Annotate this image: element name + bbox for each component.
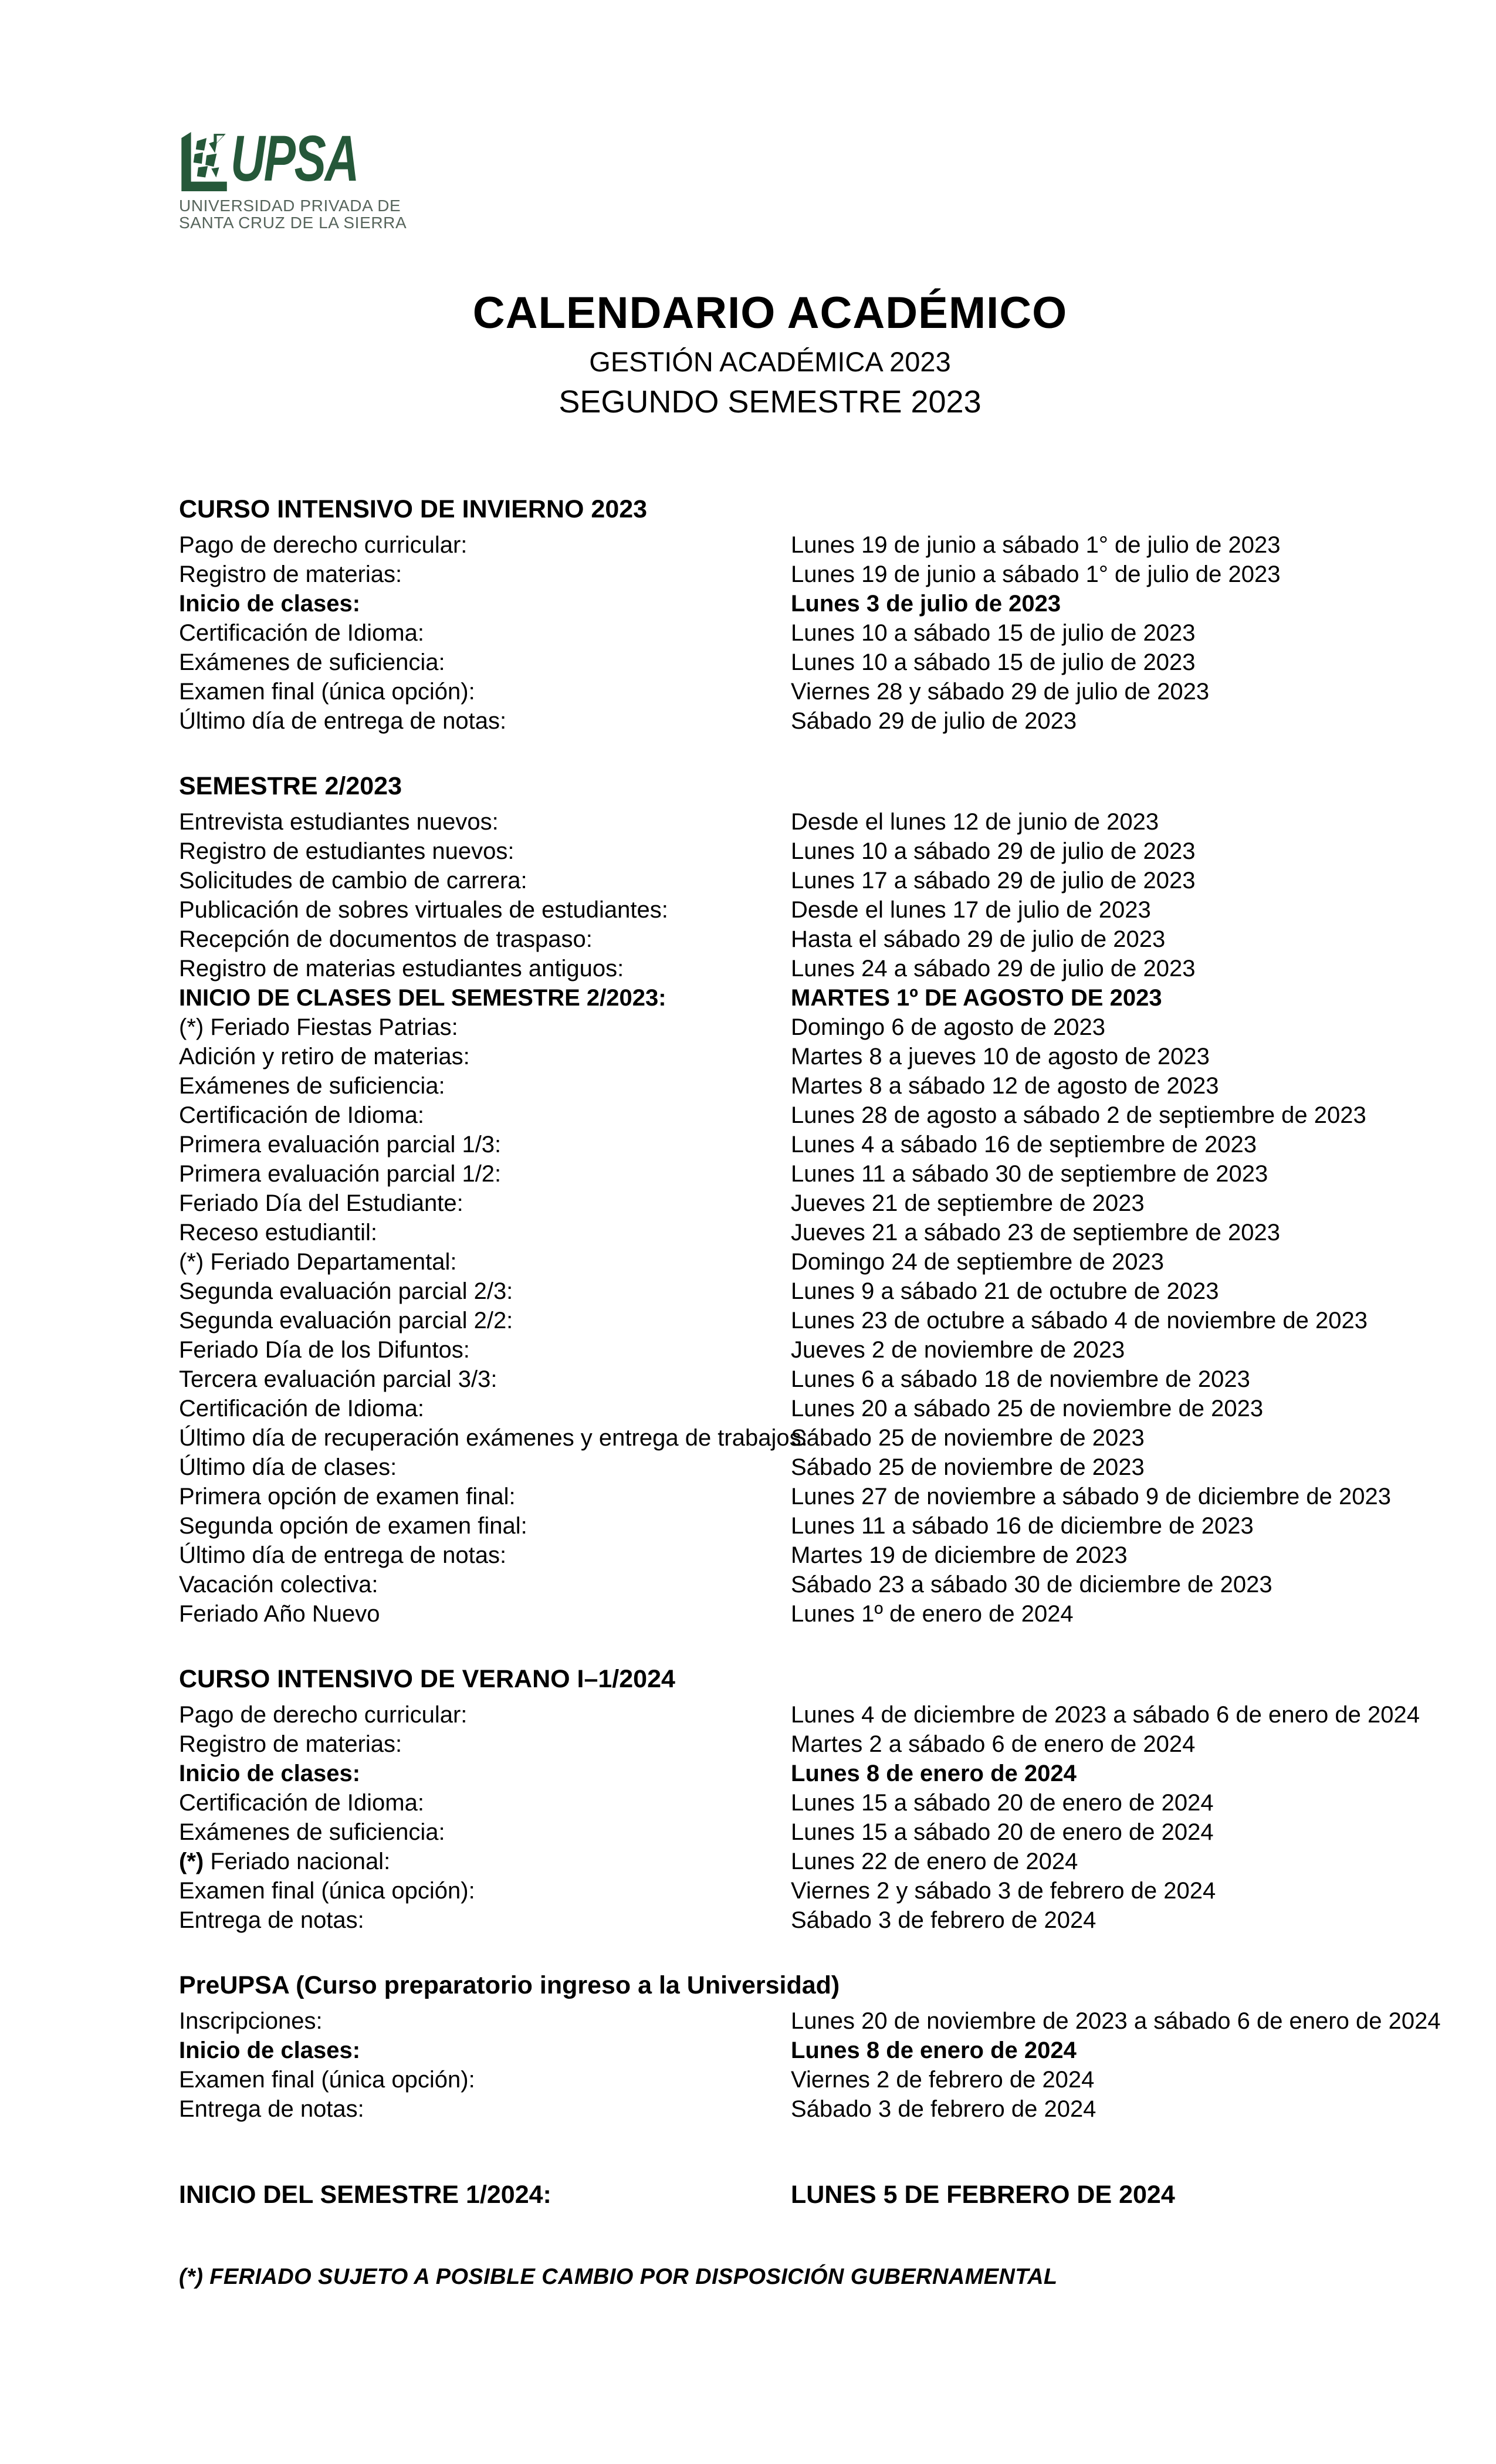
row-value: Sábado 25 de noviembre de 2023	[791, 1454, 1145, 1480]
calendar-row	[179, 1817, 1361, 1847]
row-label-text: Feriado nacional:	[210, 1849, 391, 1874]
row-value: Lunes 8 de enero de 2024	[791, 1761, 1077, 1786]
row-value: Martes 19 de diciembre de 2023	[791, 1542, 1128, 1568]
calendar-row	[179, 706, 1361, 736]
row-value: Sábado 29 de julio de 2023	[791, 708, 1077, 734]
calendar-row	[179, 2094, 1361, 2124]
row-value: Sábado 23 a sábado 30 de diciembre de 2023	[791, 1572, 1272, 1597]
row-label: Tercera evaluación parcial 3/3:	[179, 1366, 497, 1392]
calendar-row	[179, 1365, 1361, 1394]
calendar-row	[179, 1277, 1361, 1306]
row-label-prefix: (*)	[179, 1849, 211, 1874]
calendar-row	[179, 807, 1361, 837]
row-value: Lunes 11 a sábado 16 de diciembre de 2023	[791, 1513, 1254, 1539]
row-value: Domingo 6 de agosto de 2023	[791, 1014, 1105, 1040]
calendar-row	[179, 1700, 1420, 1729]
calendar-row	[179, 954, 1361, 983]
calendar-row	[179, 560, 1361, 589]
calendar-section	[179, 1664, 1420, 1935]
row-value: Lunes 6 a sábado 18 de noviembre de 2023	[791, 1366, 1250, 1392]
row-label: Feriado Año Nuevo	[179, 1601, 380, 1627]
calendar-row	[179, 648, 1361, 677]
row-value: Lunes 10 a sábado 29 de julio de 2023	[791, 838, 1196, 864]
row-label: Solicitudes de cambio de carrera:	[179, 868, 527, 893]
calendar-row	[179, 618, 1361, 648]
row-label: INICIO DEL SEMESTRE 1/2024:	[179, 2181, 551, 2209]
row-label: Entrevista estudiantes nuevos:	[179, 809, 499, 835]
row-label: Entrega de notas:	[179, 2096, 364, 2122]
upsa-logo-mark-icon	[179, 130, 227, 192]
row-label: Último día de recuperación exámenes y entrega de trabajos:	[179, 1425, 808, 1451]
row-label: Inicio de clases:	[179, 591, 361, 617]
upsa-logo-acronym: UPSA	[231, 123, 358, 195]
row-value: Lunes 23 de octubre a sábado 4 de noviembre de 2023	[791, 1308, 1368, 1333]
calendar-row	[179, 2006, 1441, 2036]
row-label: Pago de derecho curricular:	[179, 1702, 468, 1728]
calendar-row	[179, 1905, 1361, 1935]
calendar-body	[179, 494, 1441, 2209]
row-value: Lunes 3 de julio de 2023	[791, 591, 1061, 617]
row-value: Jueves 21 de septiembre de 2023	[791, 1190, 1145, 1216]
calendar-row	[179, 2065, 1361, 2094]
row-value: MARTES 1º DE AGOSTO DE 2023	[791, 985, 1162, 1011]
university-name-line1: UNIVERSIDAD PRIVADA DE	[179, 197, 401, 215]
row-value: Lunes 11 a sábado 30 de septiembre de 2023	[791, 1161, 1268, 1187]
row-label: (*) Feriado Departamental:	[179, 1249, 457, 1275]
section-heading: PreUPSA (Curso preparatorio ingreso a la Universidad)	[179, 1971, 840, 1999]
row-value: Desde el lunes 12 de junio de 2023	[791, 809, 1159, 835]
row-label: Feriado Día del Estudiante:	[179, 1190, 463, 1216]
row-value: Lunes 9 a sábado 21 de octubre de 2023	[791, 1278, 1219, 1304]
row-value: Lunes 22 de enero de 2024	[791, 1849, 1078, 1874]
calendar-row	[179, 1394, 1361, 1423]
row-label: Pago de derecho curricular:	[179, 532, 468, 558]
row-label: Segunda evaluación parcial 2/3:	[179, 1278, 513, 1304]
calendar-row	[179, 1306, 1368, 1335]
row-label: Último día de entrega de notas:	[179, 708, 507, 734]
row-value: Sábado 25 de noviembre de 2023	[791, 1425, 1145, 1451]
row-value: Lunes 24 a sábado 29 de julio de 2023	[791, 956, 1196, 981]
calendar-row	[179, 1247, 1361, 1277]
calendar-row	[179, 1570, 1361, 1599]
row-label: Registro de materias:	[179, 561, 402, 587]
row-value: Lunes 4 a sábado 16 de septiembre de 2023	[791, 1132, 1257, 1157]
row-value: Lunes 28 de agosto a sábado 2 de septiembre de 2023	[791, 1102, 1366, 1128]
row-value: Lunes 20 a sábado 25 de noviembre de 2023	[791, 1396, 1264, 1421]
row-label: Segunda evaluación parcial 2/2:	[179, 1308, 513, 1333]
row-value: Viernes 28 y sábado 29 de julio de 2023	[791, 679, 1210, 705]
calendar-row	[179, 1071, 1361, 1101]
row-value: Jueves 21 a sábado 23 de septiembre de 2023	[791, 1220, 1280, 1245]
row-label: Examen final (única opción):	[179, 1878, 475, 1904]
row-value: Sábado 3 de febrero de 2024	[791, 1907, 1096, 1933]
calendar-row	[179, 589, 1361, 618]
page-semester: SEGUNDO SEMESTRE 2023	[559, 384, 981, 419]
row-label: Registro de materias:	[179, 1731, 402, 1757]
row-label: Vacación colectiva:	[179, 1572, 378, 1597]
calendar-section	[179, 771, 1391, 1629]
calendar-section	[179, 1970, 1441, 2124]
row-value: Lunes 4 de diciembre de 2023 a sábado 6 de enero de 2024	[791, 1702, 1420, 1728]
row-label: Exámenes de suficiencia:	[179, 649, 445, 675]
row-value: Lunes 15 a sábado 20 de enero de 2024	[791, 1790, 1214, 1816]
row-value: Lunes 19 de junio a sábado 1° de julio de 2023	[791, 532, 1281, 558]
row-label: Último día de clases:	[179, 1454, 397, 1480]
section-heading: CURSO INTENSIVO DE VERANO I–1/2024	[179, 1665, 675, 1693]
page-title: CALENDARIO ACADÉMICO	[472, 288, 1068, 338]
calendar-row	[179, 837, 1361, 866]
row-value: Domingo 24 de septiembre de 2023	[791, 1249, 1164, 1275]
row-value: Lunes 17 a sábado 29 de julio de 2023	[791, 868, 1196, 893]
row-value: Lunes 19 de junio a sábado 1° de julio de 2023	[791, 561, 1281, 587]
calendar-row	[179, 1189, 1361, 1218]
row-label: Primera opción de examen final:	[179, 1484, 516, 1509]
upsa-logo	[179, 123, 590, 232]
calendar-row	[179, 1453, 1361, 1482]
row-label: Certificación de Idioma:	[179, 1790, 424, 1816]
row-label: Segunda opción de examen final:	[179, 1513, 527, 1539]
row-label	[179, 1847, 791, 1876]
row-label: Adición y retiro de materias:	[179, 1044, 470, 1069]
calendar-row	[179, 1335, 1361, 1365]
row-value: Lunes 20 de noviembre de 2023 a sábado 6 de enero de 2024	[791, 2008, 1441, 2034]
calendar-row	[179, 1599, 1361, 1629]
row-label: Inicio de clases:	[179, 2037, 361, 2063]
row-label: Entrega de notas:	[179, 1907, 364, 1933]
calendar-row	[179, 1876, 1361, 1905]
row-value: Viernes 2 de febrero de 2024	[791, 2067, 1095, 2093]
row-value: Jueves 2 de noviembre de 2023	[791, 1337, 1125, 1363]
calendar-row	[179, 1788, 1361, 1817]
calendar-row	[179, 1759, 1361, 1788]
calendar-row	[179, 1042, 1361, 1071]
row-label: Inicio de clases:	[179, 1761, 361, 1786]
calendar-row	[179, 1729, 1361, 1759]
title-block	[179, 287, 1361, 420]
section-heading: SEMESTRE 2/2023	[179, 772, 402, 800]
row-value: Lunes 27 de noviembre a sábado 9 de diciembre de 2023	[791, 1484, 1391, 1509]
row-label: Exámenes de suficiencia:	[179, 1073, 445, 1099]
row-label: Certificación de Idioma:	[179, 620, 424, 646]
row-label: Receso estudiantil:	[179, 1220, 377, 1245]
row-value: Lunes 10 a sábado 15 de julio de 2023	[791, 649, 1196, 675]
calendar-row	[179, 925, 1361, 954]
row-value: Sábado 3 de febrero de 2024	[791, 2096, 1096, 2122]
university-name	[179, 197, 590, 231]
row-value: Martes 2 a sábado 6 de enero de 2024	[791, 1731, 1196, 1757]
calendar-row	[179, 1159, 1361, 1189]
page-subtitle: GESTIÓN ACADÉMICA 2023	[589, 346, 951, 377]
calendar-row	[179, 1218, 1361, 1247]
row-label: INICIO DE CLASES DEL SEMESTRE 2/2023:	[179, 985, 666, 1011]
row-value: Viernes 2 y sábado 3 de febrero de 2024	[791, 1878, 1216, 1904]
calendar-section	[179, 494, 1361, 736]
row-value: Lunes 8 de enero de 2024	[791, 2037, 1077, 2063]
calendar-row	[179, 1423, 1361, 1453]
row-value: LUNES 5 DE FEBRERO DE 2024	[791, 2181, 1175, 2209]
row-label: Publicación de sobres virtuales de estudiantes:	[179, 897, 668, 923]
calendar-row	[179, 1101, 1366, 1130]
calendar-row	[179, 983, 1361, 1013]
holiday-disclaimer-note: (*) FERIADO SUJETO A POSIBLE CAMBIO POR DISPOSICIÓN GUBERNAMENTAL	[179, 2265, 1058, 2289]
row-label: Recepción de documentos de traspaso:	[179, 926, 593, 952]
row-value: Lunes 10 a sábado 15 de julio de 2023	[791, 620, 1196, 646]
row-label: Inscripciones:	[179, 2008, 323, 2034]
row-label: Último día de entrega de notas:	[179, 1542, 507, 1568]
row-label: Certificación de Idioma:	[179, 1102, 424, 1128]
row-label: Certificación de Idioma:	[179, 1396, 424, 1421]
row-label: Examen final (única opción):	[179, 2067, 475, 2093]
calendar-row	[179, 1847, 1361, 1876]
row-label: Primera evaluación parcial 1/2:	[179, 1161, 502, 1187]
row-label: Primera evaluación parcial 1/3:	[179, 1132, 502, 1157]
row-value: Lunes 1º de enero de 2024	[791, 1601, 1074, 1627]
row-value: Lunes 15 a sábado 20 de enero de 2024	[791, 1819, 1214, 1845]
university-name-line2: SANTA CRUZ DE LA SIERRA	[179, 214, 407, 232]
row-value: Hasta el sábado 29 de julio de 2023	[791, 926, 1166, 952]
calendar-row	[179, 1013, 1361, 1042]
calendar-row	[179, 866, 1361, 895]
row-value: Martes 8 a sábado 12 de agosto de 2023	[791, 1073, 1219, 1099]
row-label: Examen final (única opción):	[179, 679, 475, 705]
row-value: Desde el lunes 17 de julio de 2023	[791, 897, 1151, 923]
section-heading: CURSO INTENSIVO DE INVIERNO 2023	[179, 495, 648, 523]
row-label: Registro de materias estudiantes antiguos:	[179, 956, 624, 981]
calendar-row	[179, 2180, 1361, 2209]
calendar-row	[179, 530, 1361, 560]
calendar-section	[179, 2180, 1361, 2209]
row-label: Registro de estudiantes nuevos:	[179, 838, 515, 864]
calendar-row	[179, 1482, 1391, 1511]
calendar-row	[179, 1130, 1361, 1159]
calendar-row	[179, 1541, 1361, 1570]
calendar-row	[179, 895, 1361, 925]
calendar-row	[179, 2036, 1361, 2065]
row-value: Martes 8 a jueves 10 de agosto de 2023	[791, 1044, 1210, 1069]
calendar-row	[179, 677, 1361, 706]
row-label: Exámenes de suficiencia:	[179, 1819, 445, 1845]
calendar-row	[179, 1511, 1361, 1541]
row-label: (*) Feriado Fiestas Patrias:	[179, 1014, 458, 1040]
row-label: Feriado Día de los Difuntos:	[179, 1337, 470, 1363]
